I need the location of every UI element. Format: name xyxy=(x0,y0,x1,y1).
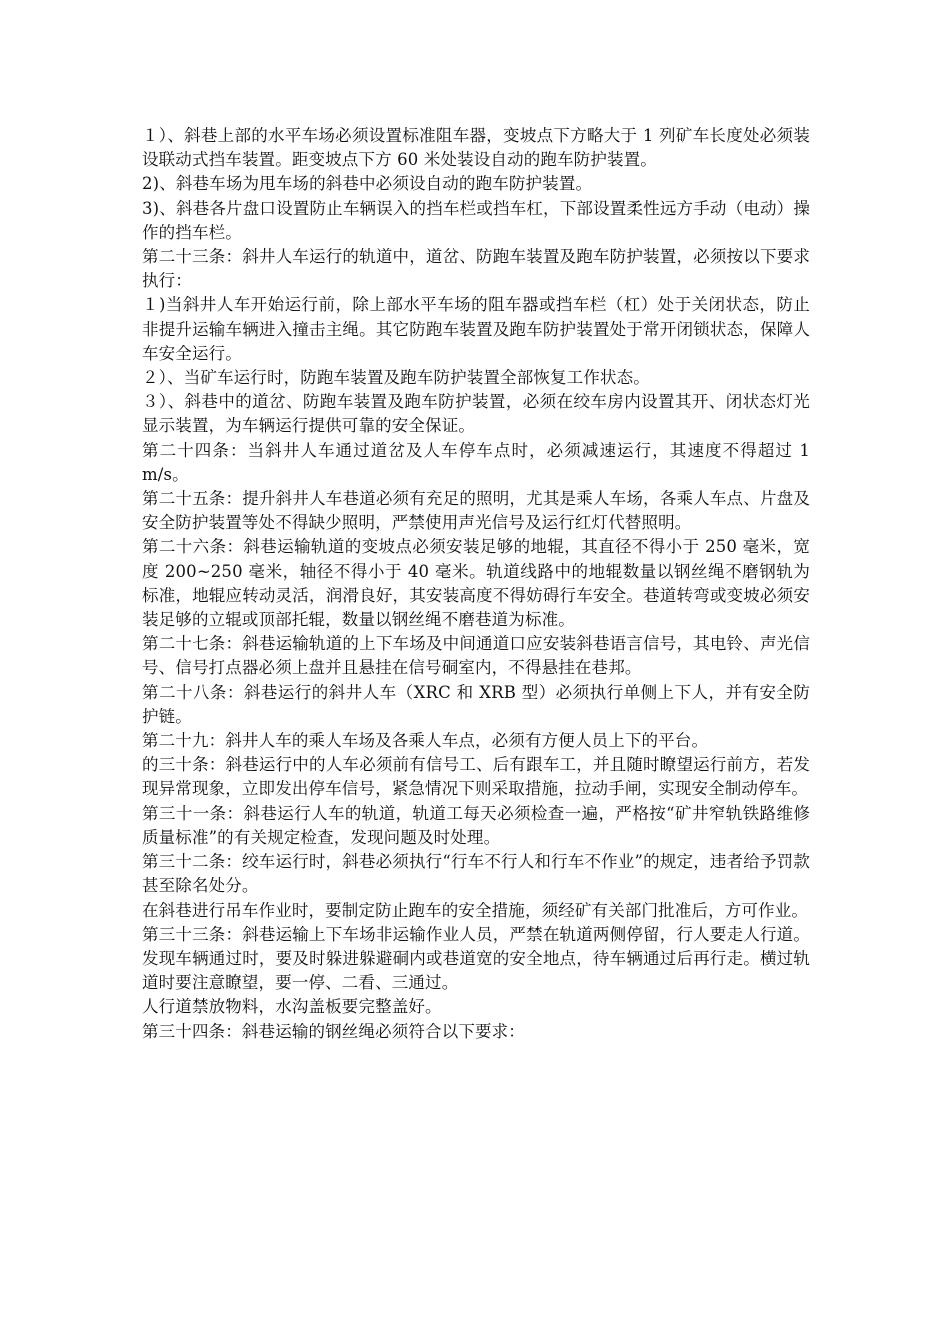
paragraph-5: １)当斜井人车开始运行前，除上部水平车场的阻车器或挡车栏（杠）处于关闭状态，防止非提升运输车辆进入撞击主绳。其它防跑车装置及跑车防护装置处于常开闭锁状态，保障人车安全运行。 xyxy=(142,295,810,363)
paragraph-15: 第三十一条：斜巷运行人车的轨道，轨道工每天必须检查一遍，严格按“矿井窄轨铁路维修质量标准”的有关规定检查，发现问题及时处理。 xyxy=(142,803,810,847)
paragraph-13: 第二十九：斜井人车的乘人车场及各乘人车点，必须有方便人员上下的平台。 xyxy=(142,731,709,751)
paragraph-2: 2)、斜巷车场为甩车场的斜巷中必须设自动的跑车防护装置。 xyxy=(142,174,593,194)
paragraph-20: 第三十四条：斜巷运输的钢丝绳必须符合以下要求： xyxy=(142,1021,525,1041)
paragraph-17: 在斜巷进行吊车作业时，要制定防止跑车的安全措施，须经矿有关部门批准后，方可作业。 xyxy=(142,900,808,920)
paragraph-18: 第三十三条：斜巷运输上下车场非运输作业人员，严禁在轨道两侧停留，行人要走人行道。发现车辆通过时，要及时躲进躲避硐内或巷道宽的安全地点，待车辆通过后再行走。横过轨道时要注意瞭望，要一停、二看、三通过。 xyxy=(142,924,810,993)
paragraph-6: ２）、当矿车运行时，防跑车装置及跑车防护装置全部恢复工作状态。 xyxy=(142,368,650,388)
paragraph-12: 第二十八条：斜巷运行的斜井人车（XRC 和 XRB 型）必须执行单侧上下人，并有安全防护链。 xyxy=(142,682,810,726)
paragraph-16: 第三十二条：绞车运行时，斜巷必须执行“行车不行人和行车不作业”的规定，违者给予罚款甚至除名处分。 xyxy=(142,852,810,896)
paragraph-11: 第二十七条：斜巷运输轨道的上下车场及中间通道口应安装斜巷语言信号，其电铃、声光信号、信号打点器必须上盘并且悬挂在信号硐室内，不得悬挂在巷邦。 xyxy=(142,634,810,678)
paragraph-19: 人行道禁放物料，水沟盖板要完整盖好。 xyxy=(142,997,442,1017)
paragraph-8: 第二十四条：当斜井人车通过道岔及人车停车点时，必须减速运行，其速度不得超过 1 m/s。 xyxy=(142,440,810,484)
paragraph-4: 第二十三条：斜井人车运行的轨道中，道岔、防跑车装置及跑车防护装置，必须按以下要求执行： xyxy=(142,247,810,291)
paragraph-10: 第二十六条：斜巷运输轨道的变坡点必须安装足够的地辊，其直径不得小于 250 毫米，宽度 200~250 毫米，轴径不得小于 40 毫米。轨道线路中的地辊数量以钢丝绳不磨钢轨为标准，地辊应转动灵活，润滑良好，其安装高度不得妨碍行车安全。巷道转弯或变坡必须安装足够的立辊或顶部托辊，数量以钢丝绳不磨巷道为标准。 xyxy=(142,537,810,630)
paragraph-9: 第二十五条：提升斜井人车巷道必须有充足的照明，尤其是乘人车场，各乘人车点、片盘及安全防护装置等处不得缺少照明，严禁使用声光信号及运行红灯代替照明。 xyxy=(142,489,810,533)
paragraph-1: １）、斜巷上部的水平车场必须设置标准阻车器，变坡点下方略大于 1 列矿车长度处必须装设联动式挡车装置。距变坡点下方 60 米处装设自动的跑车防护装置。 xyxy=(142,126,810,170)
paragraph-14: 的三十条：斜巷运行中的人车必须前有信号工、后有跟车工，并且随时瞭望运行前方，若发现异常现象，立即发出停车信号，紧急情况下则采取措施，拉动手闸，实现安全制动停车。 xyxy=(142,755,810,799)
paragraph-7: ３）、斜巷中的道岔、防跑车装置及跑车防护装置，必须在绞车房内设置其开、闭状态灯光显示装置，为车辆运行提供可靠的安全保证。 xyxy=(142,392,810,436)
paragraph-3: 3)、斜巷各片盘口设置防止车辆误入的挡车栏或挡车杠，下部设置柔性远方手动（电动）操作的挡车栏。 xyxy=(142,198,810,242)
document-page xyxy=(142,124,810,1044)
